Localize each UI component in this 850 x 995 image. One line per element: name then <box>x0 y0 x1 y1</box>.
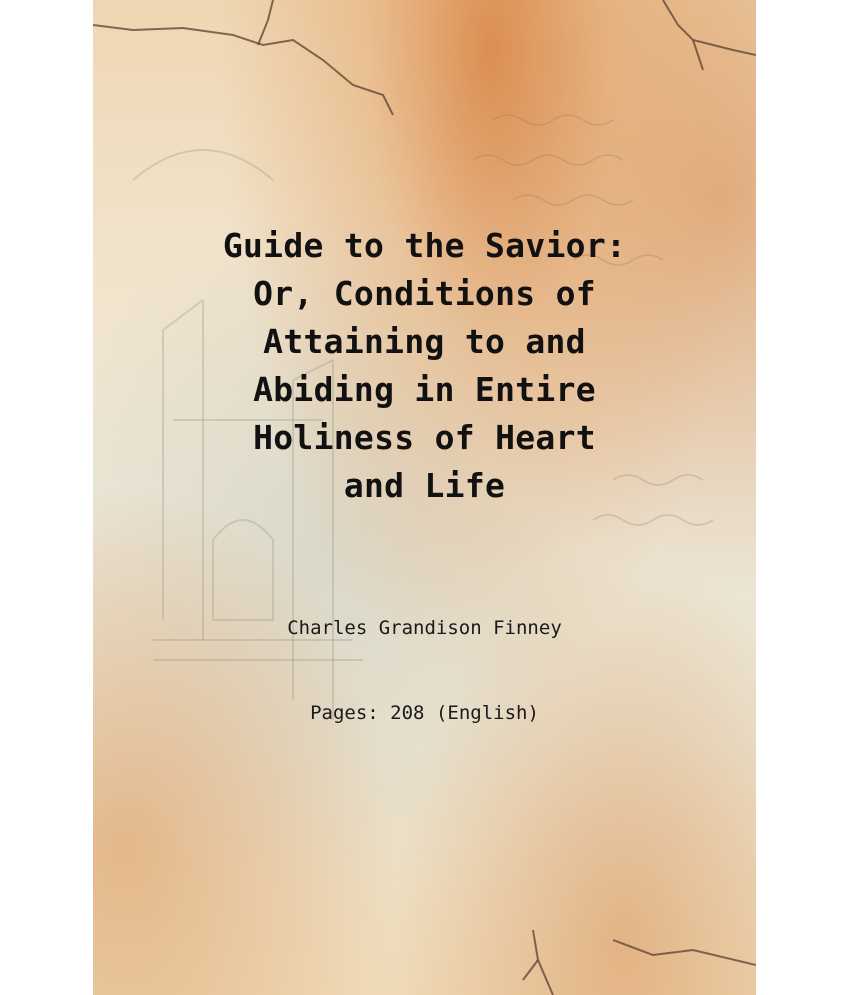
book-title: Guide to the Savior: Or, Conditions of Attaining to and Abiding in Entire Holiness of Heart and Life <box>222 226 627 505</box>
page-count-language: Pages: 208 (English) <box>310 702 539 724</box>
book-author: Charles Grandison Finney <box>287 617 562 639</box>
book-cover <box>93 0 756 995</box>
